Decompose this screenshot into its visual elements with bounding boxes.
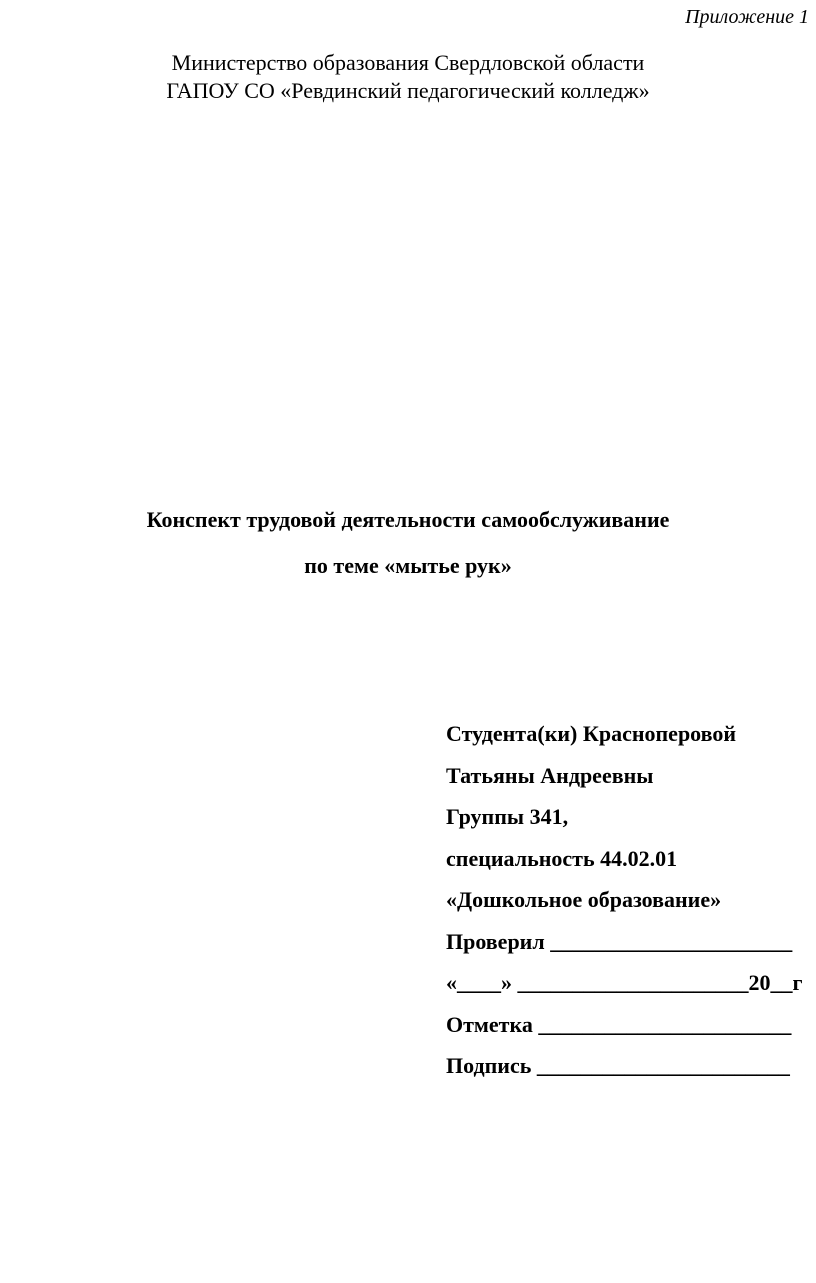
organization-line-2: ГАПОУ СО «Ревдинский педагогический колледж» (166, 78, 650, 103)
attribution-student-name-line: Татьяны Андреевны (446, 762, 654, 788)
organization-header (0, 49, 816, 105)
attribution-signature-line: Подпись _______________________ (446, 1053, 790, 1078)
attribution-group-line: Группы 341, (446, 804, 569, 829)
attribution-student-line: Студента(ки) Красноперовой (446, 721, 737, 746)
attribution-specialty-line: специальность 44.02.01 (446, 845, 678, 871)
attribution-block (446, 713, 803, 1087)
title-line-1: Конспект трудовой деятельности самообслуживание (146, 507, 670, 532)
attribution-specialty-name-line: «Дошкольное образование» (446, 887, 722, 912)
title-line-2: по теме «мытье рук» (304, 553, 512, 578)
organization-line-1: Министерство образования Свердловской области (171, 50, 645, 75)
attribution-date-line: «____» _____________________20__г (446, 970, 803, 995)
document-title (0, 506, 816, 580)
attribution-grade-line: Отметка _______________________ (446, 1011, 792, 1037)
attribution-checked-by-line: Проверил ______________________ (446, 928, 793, 954)
appendix-label: Приложение 1 (685, 6, 809, 28)
